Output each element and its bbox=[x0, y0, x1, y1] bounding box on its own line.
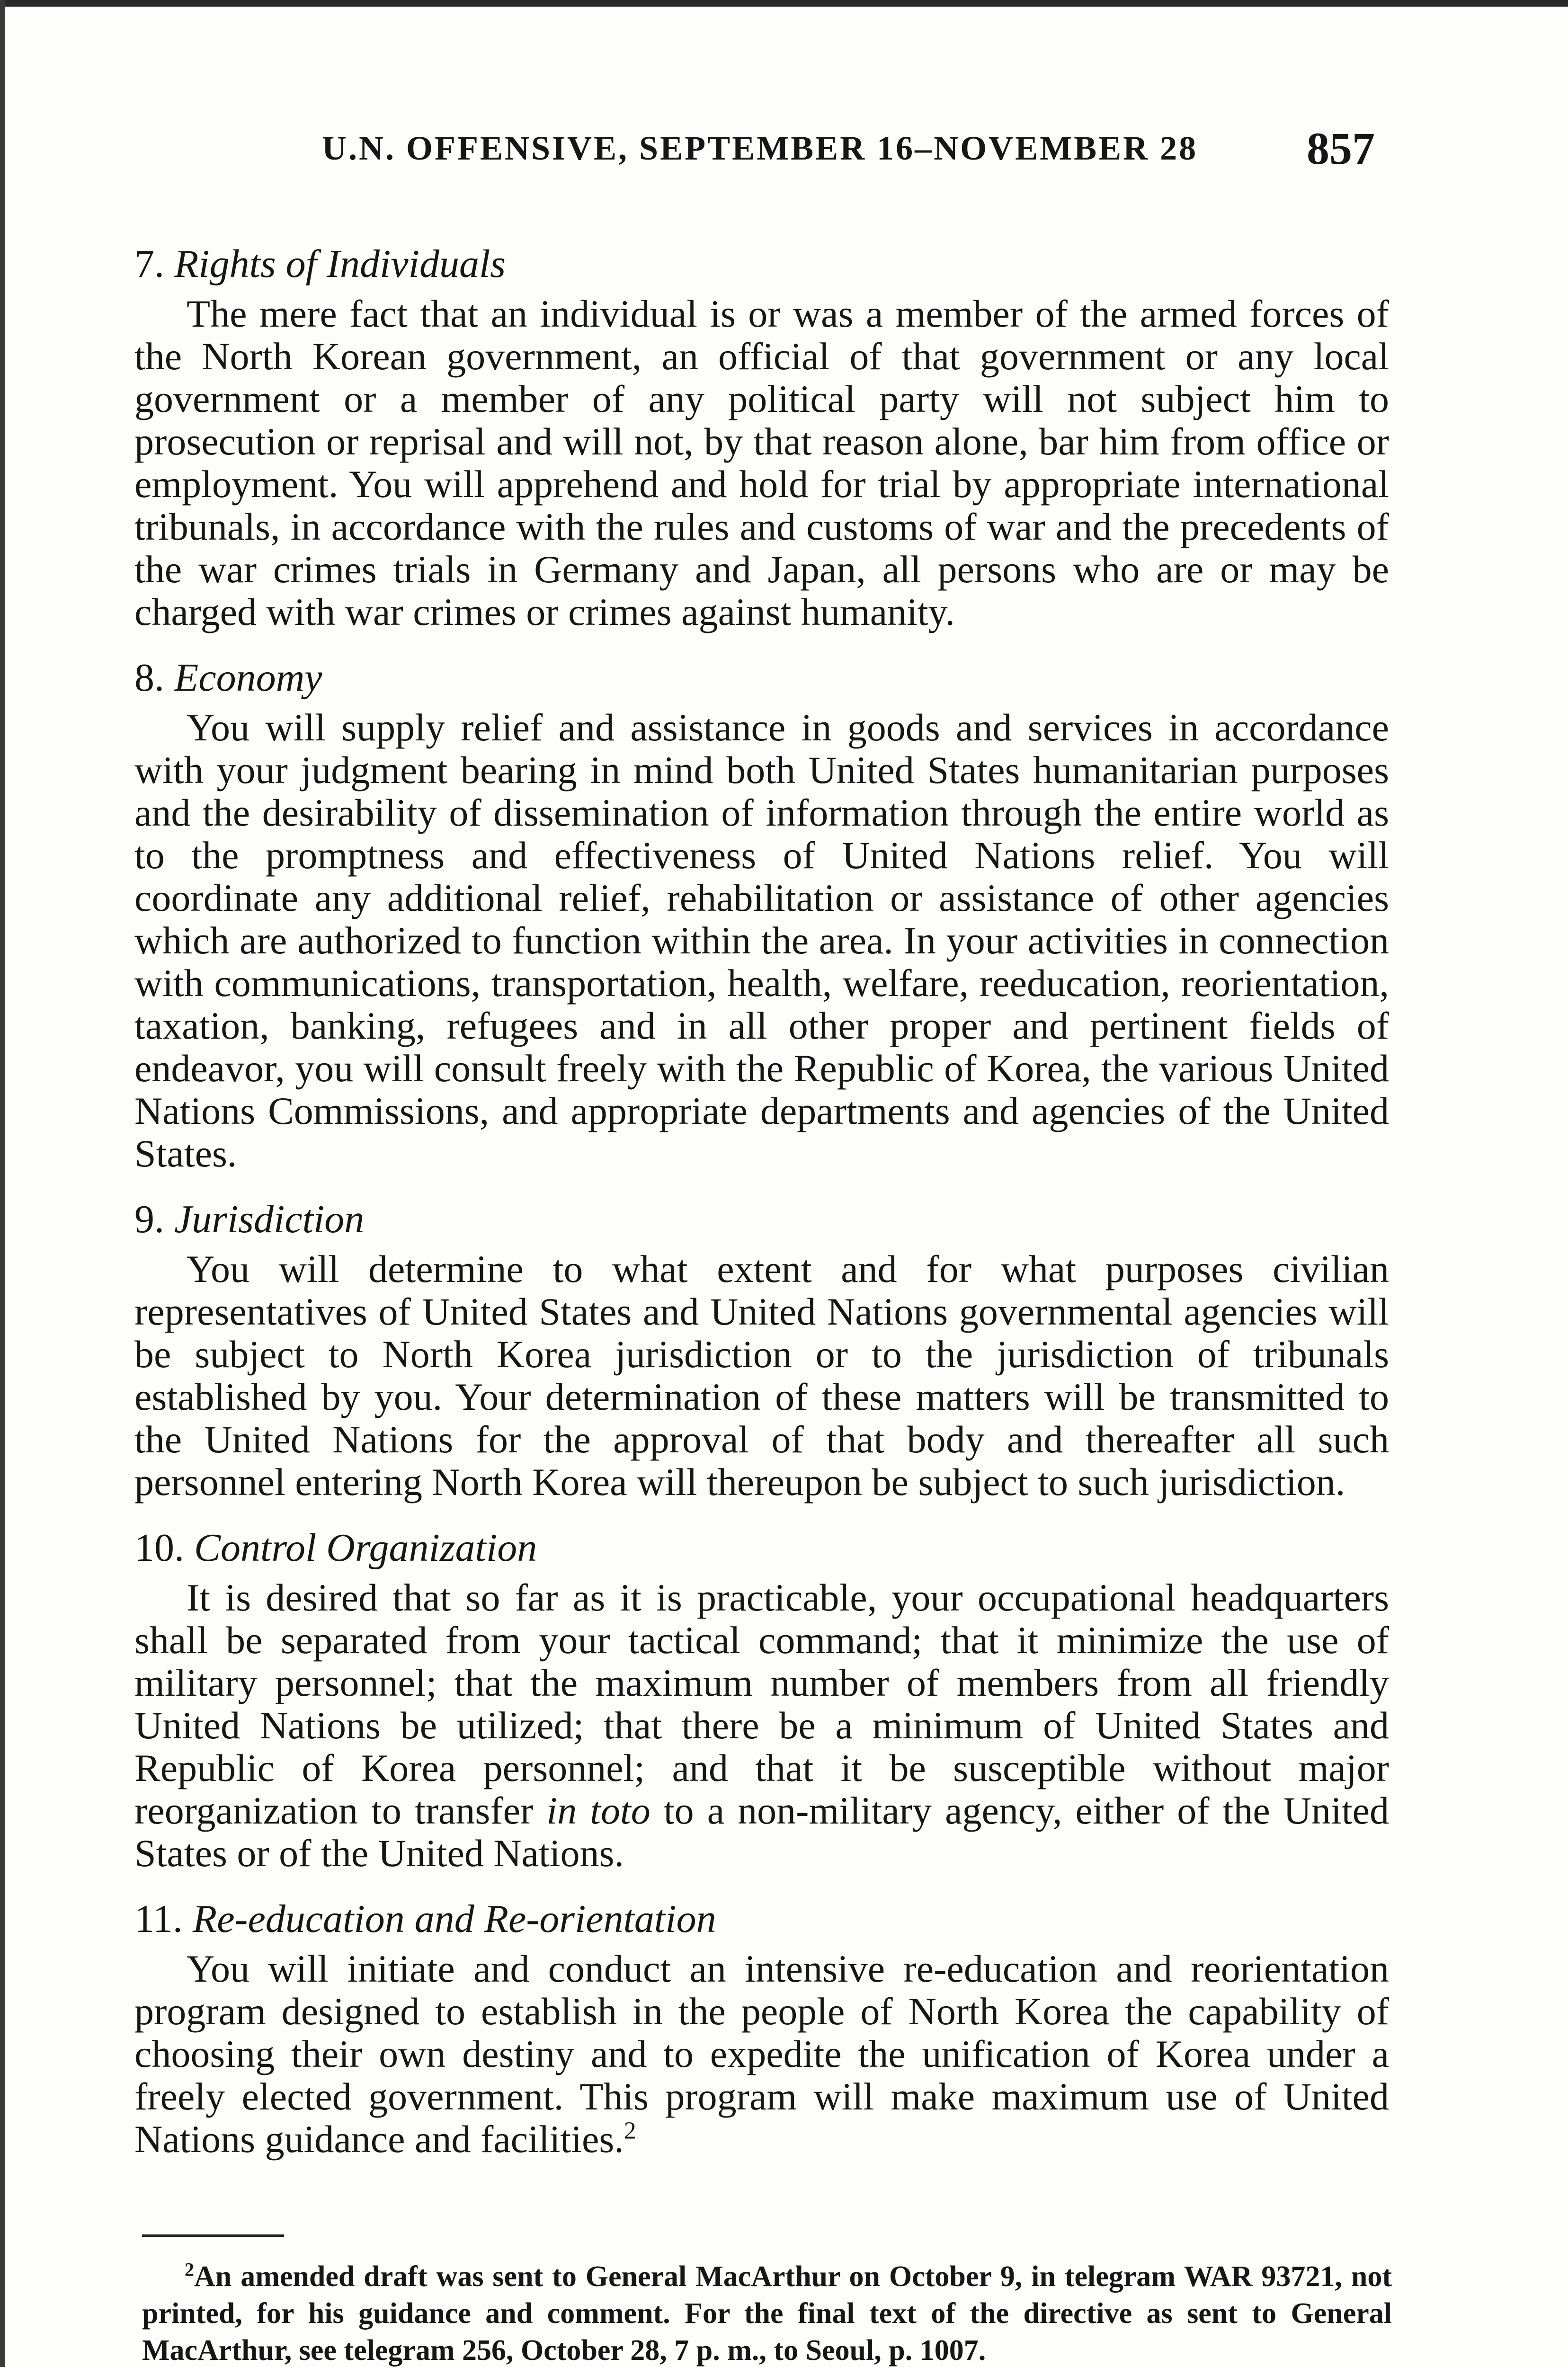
footnote-marker: 2 bbox=[185, 2259, 194, 2280]
section-heading bbox=[134, 1891, 1389, 1948]
main-content bbox=[134, 236, 1389, 2177]
section-control-organization bbox=[134, 1520, 1389, 1875]
paragraph-text: You will initiate and conduct an intensive re-education and reorientation program designed to establish in the people of North Korea the capability of choosing their own destiny and to expedite the unification of Korea under a freely elected government. This program will make maximum use of United Nations guidance and facilities. bbox=[134, 1947, 1389, 2161]
running-head: U.N. OFFENSIVE, SEPTEMBER 16–NOVEMBER 28 bbox=[322, 129, 1198, 167]
section-paragraph: You will supply relief and assistance in goods and services in accordance with your judgment bearing in mind both United States humanitarian purposes and the desirability of dissemination of information through the entire world as to the promptness and effectiveness of United Nations relief. You will coordinate any additional relief, rehabilitation or assistance of other agencies which are authorized to function within the area. In your activities in connection with communications, transportation, health, welfare, reeducation, reorientation, taxation, banking, refugees and in all other proper and pertinent fields of endeavor, you will consult freely with the Republic of Korea, the various United Nations Commissions, and appropriate departments and agencies of the United States. bbox=[134, 706, 1389, 1175]
footnote-divider bbox=[142, 2234, 284, 2237]
section-paragraph bbox=[134, 1948, 1389, 2161]
section-re-education bbox=[134, 1891, 1389, 2161]
section-number: 11. bbox=[134, 1897, 183, 1941]
section-rights-of-individuals bbox=[134, 236, 1389, 633]
italic-phrase: in toto bbox=[546, 1789, 650, 1832]
section-title: Economy bbox=[174, 656, 322, 700]
section-number: 7. bbox=[134, 242, 164, 286]
paragraph-text: to a non-military agency, either of the United States or of the United Nations. bbox=[134, 1789, 1389, 1875]
section-heading bbox=[134, 1520, 1389, 1576]
footnote-text: An amended draft was sent to General MacArthur on October 9, in telegram WAR 93721, not printed, for his guidance and comment. For the final text of the directive as sent to General MacArthur, see telegram 256, October 28, 7 p. m., to Seoul, p. 1007. bbox=[142, 2260, 1392, 2367]
footnote-reference[interactable]: 2 bbox=[624, 2117, 636, 2145]
section-title: Control Organization bbox=[194, 1526, 537, 1570]
section-number: 9. bbox=[134, 1197, 164, 1241]
footnote bbox=[142, 2258, 1392, 2367]
section-title: Jurisdiction bbox=[174, 1197, 365, 1241]
section-heading bbox=[134, 650, 1389, 706]
section-heading bbox=[134, 236, 1389, 293]
scan-top-edge bbox=[0, 0, 1568, 7]
paragraph-text: It is desired that so far as it is practicable, your occupational headquarters shall be separated from your tactical command; that it minimize the use of military personnel; that the maximum number of members from all friendly United Nations be utilized; that there be a minimum of United States and Republic of Korea personnel; and that it be susceptible without major reorganization to transfer bbox=[134, 1576, 1389, 1832]
section-paragraph: You will determine to what extent and for what purposes civilian representatives of United States and United Nations governmental agencies will be subject to North Korea jurisdiction or to the jurisdiction of tribunals established by you. Your determination of these matters will be transmitted to the United Nations for the approval of that body and thereafter all such personnel entering North Korea will thereupon be subject to such jurisdiction. bbox=[134, 1247, 1389, 1504]
scan-left-edge bbox=[0, 0, 5, 2367]
section-title: Rights of Individuals bbox=[174, 242, 506, 286]
section-title: Re-education and Re-orientation bbox=[192, 1897, 716, 1941]
section-paragraph bbox=[134, 1576, 1389, 1875]
section-economy bbox=[134, 650, 1389, 1175]
section-heading bbox=[134, 1191, 1389, 1248]
page-number: 857 bbox=[1307, 123, 1375, 174]
section-number: 8. bbox=[134, 656, 164, 700]
section-jurisdiction bbox=[134, 1191, 1389, 1504]
section-paragraph: The mere fact that an individual is or was a member of the armed forces of the North Korean government, an official of that government or any local government or a member of any political party will not subject him to prosecution or reprisal and will not, by that reason alone, bar him from office or employment. You will apprehend and hold for trial by appropriate international tribunals, in accordance with the rules and customs of war and the precedents of the war crimes trials in Germany and Japan, all persons who are or may be charged with war crimes or crimes against humanity. bbox=[134, 292, 1389, 633]
section-number: 10. bbox=[134, 1526, 184, 1570]
